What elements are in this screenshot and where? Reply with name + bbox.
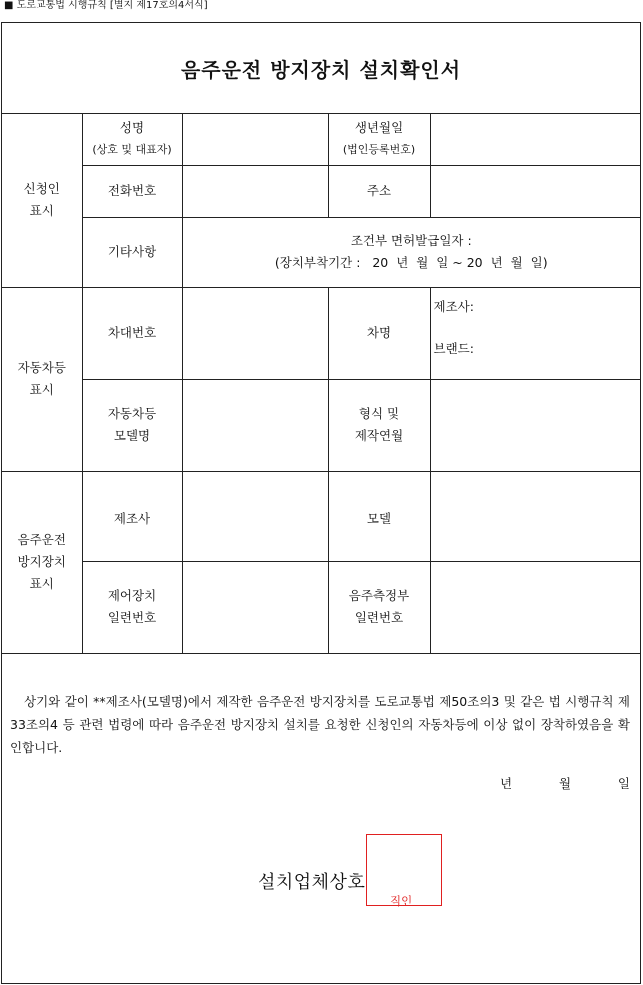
device-maker-value[interactable]: [182, 471, 328, 561]
car-name-value[interactable]: [430, 287, 640, 379]
form-table: [2, 113, 640, 654]
other-label: 기타사항: [82, 217, 182, 287]
type-value[interactable]: [430, 379, 640, 471]
chassis-label: 차대번호: [82, 287, 182, 379]
signer-name: 설치업체상호: [258, 872, 366, 893]
seal-label: 직인: [390, 894, 413, 908]
name-value[interactable]: [182, 113, 328, 165]
address-value[interactable]: [430, 165, 640, 217]
device-model-label: 모델: [328, 471, 430, 561]
car-brand-label: 브랜드:: [433, 340, 474, 356]
statement-text: 상기와 같이 **제조사(모델명)에서 제작한 음주운전 방지장치를 도로교통법 제50조의3 및 같은 법 시행규칙 제33조의4 등 관련 법령에 따라 음주운전 방지장치 설치를 요청한 신청인의 자동차등에 이상 없이 장착하였음을 확인합니다.: [10, 694, 630, 755]
date-line: [500, 774, 630, 792]
statement-block: [2, 653, 640, 759]
birth-value[interactable]: [430, 113, 640, 165]
control-serial-value[interactable]: [182, 561, 328, 653]
phone-label: 전화번호: [82, 165, 182, 217]
day-label: 일: [617, 776, 630, 791]
address-label: 주소: [328, 165, 430, 217]
measure-serial-label: 음주측정부 일련번호: [328, 561, 430, 653]
control-serial-label: 제어장치 일련번호: [82, 561, 182, 653]
applicant-section-label: 신청인 표시: [2, 113, 82, 287]
month-label: 월: [558, 776, 572, 791]
chassis-value[interactable]: [182, 287, 328, 379]
form-title: 음주운전 방지장치 설치확인서: [180, 57, 462, 82]
vehicle-section-label: 자동차등 표시: [2, 287, 82, 471]
device-model-value[interactable]: [430, 471, 640, 561]
device-section-label: 음주운전 방지장치 표시: [2, 471, 82, 653]
confirmation-form: [1, 22, 641, 984]
car-maker-label: 제조사:: [433, 298, 474, 314]
name-label-cell: 성명 (상호 및 대표자): [82, 113, 182, 165]
phone-value[interactable]: [182, 165, 328, 217]
form-reference-note: ■ 도로교통법 시행규칙 [별지 제17호의4서식]: [4, 0, 208, 11]
device-maker-label: 제조사: [82, 471, 182, 561]
vehicle-model-value[interactable]: [182, 379, 328, 471]
birth-label-cell: 생년월일 (법인등록번호): [328, 113, 430, 165]
year-label: 년: [500, 776, 513, 791]
car-name-label: 차명: [328, 287, 430, 379]
type-label: 형식 및 제작연월: [328, 379, 430, 471]
other-value: 조건부 면허발급일자 : (장치부착기간 : 20 년 월 일 ~ 20 년 월 일): [182, 217, 640, 287]
measure-serial-value[interactable]: [430, 561, 640, 653]
vehicle-model-label: 자동차등 모델명: [82, 379, 182, 471]
title-row: [2, 23, 640, 114]
